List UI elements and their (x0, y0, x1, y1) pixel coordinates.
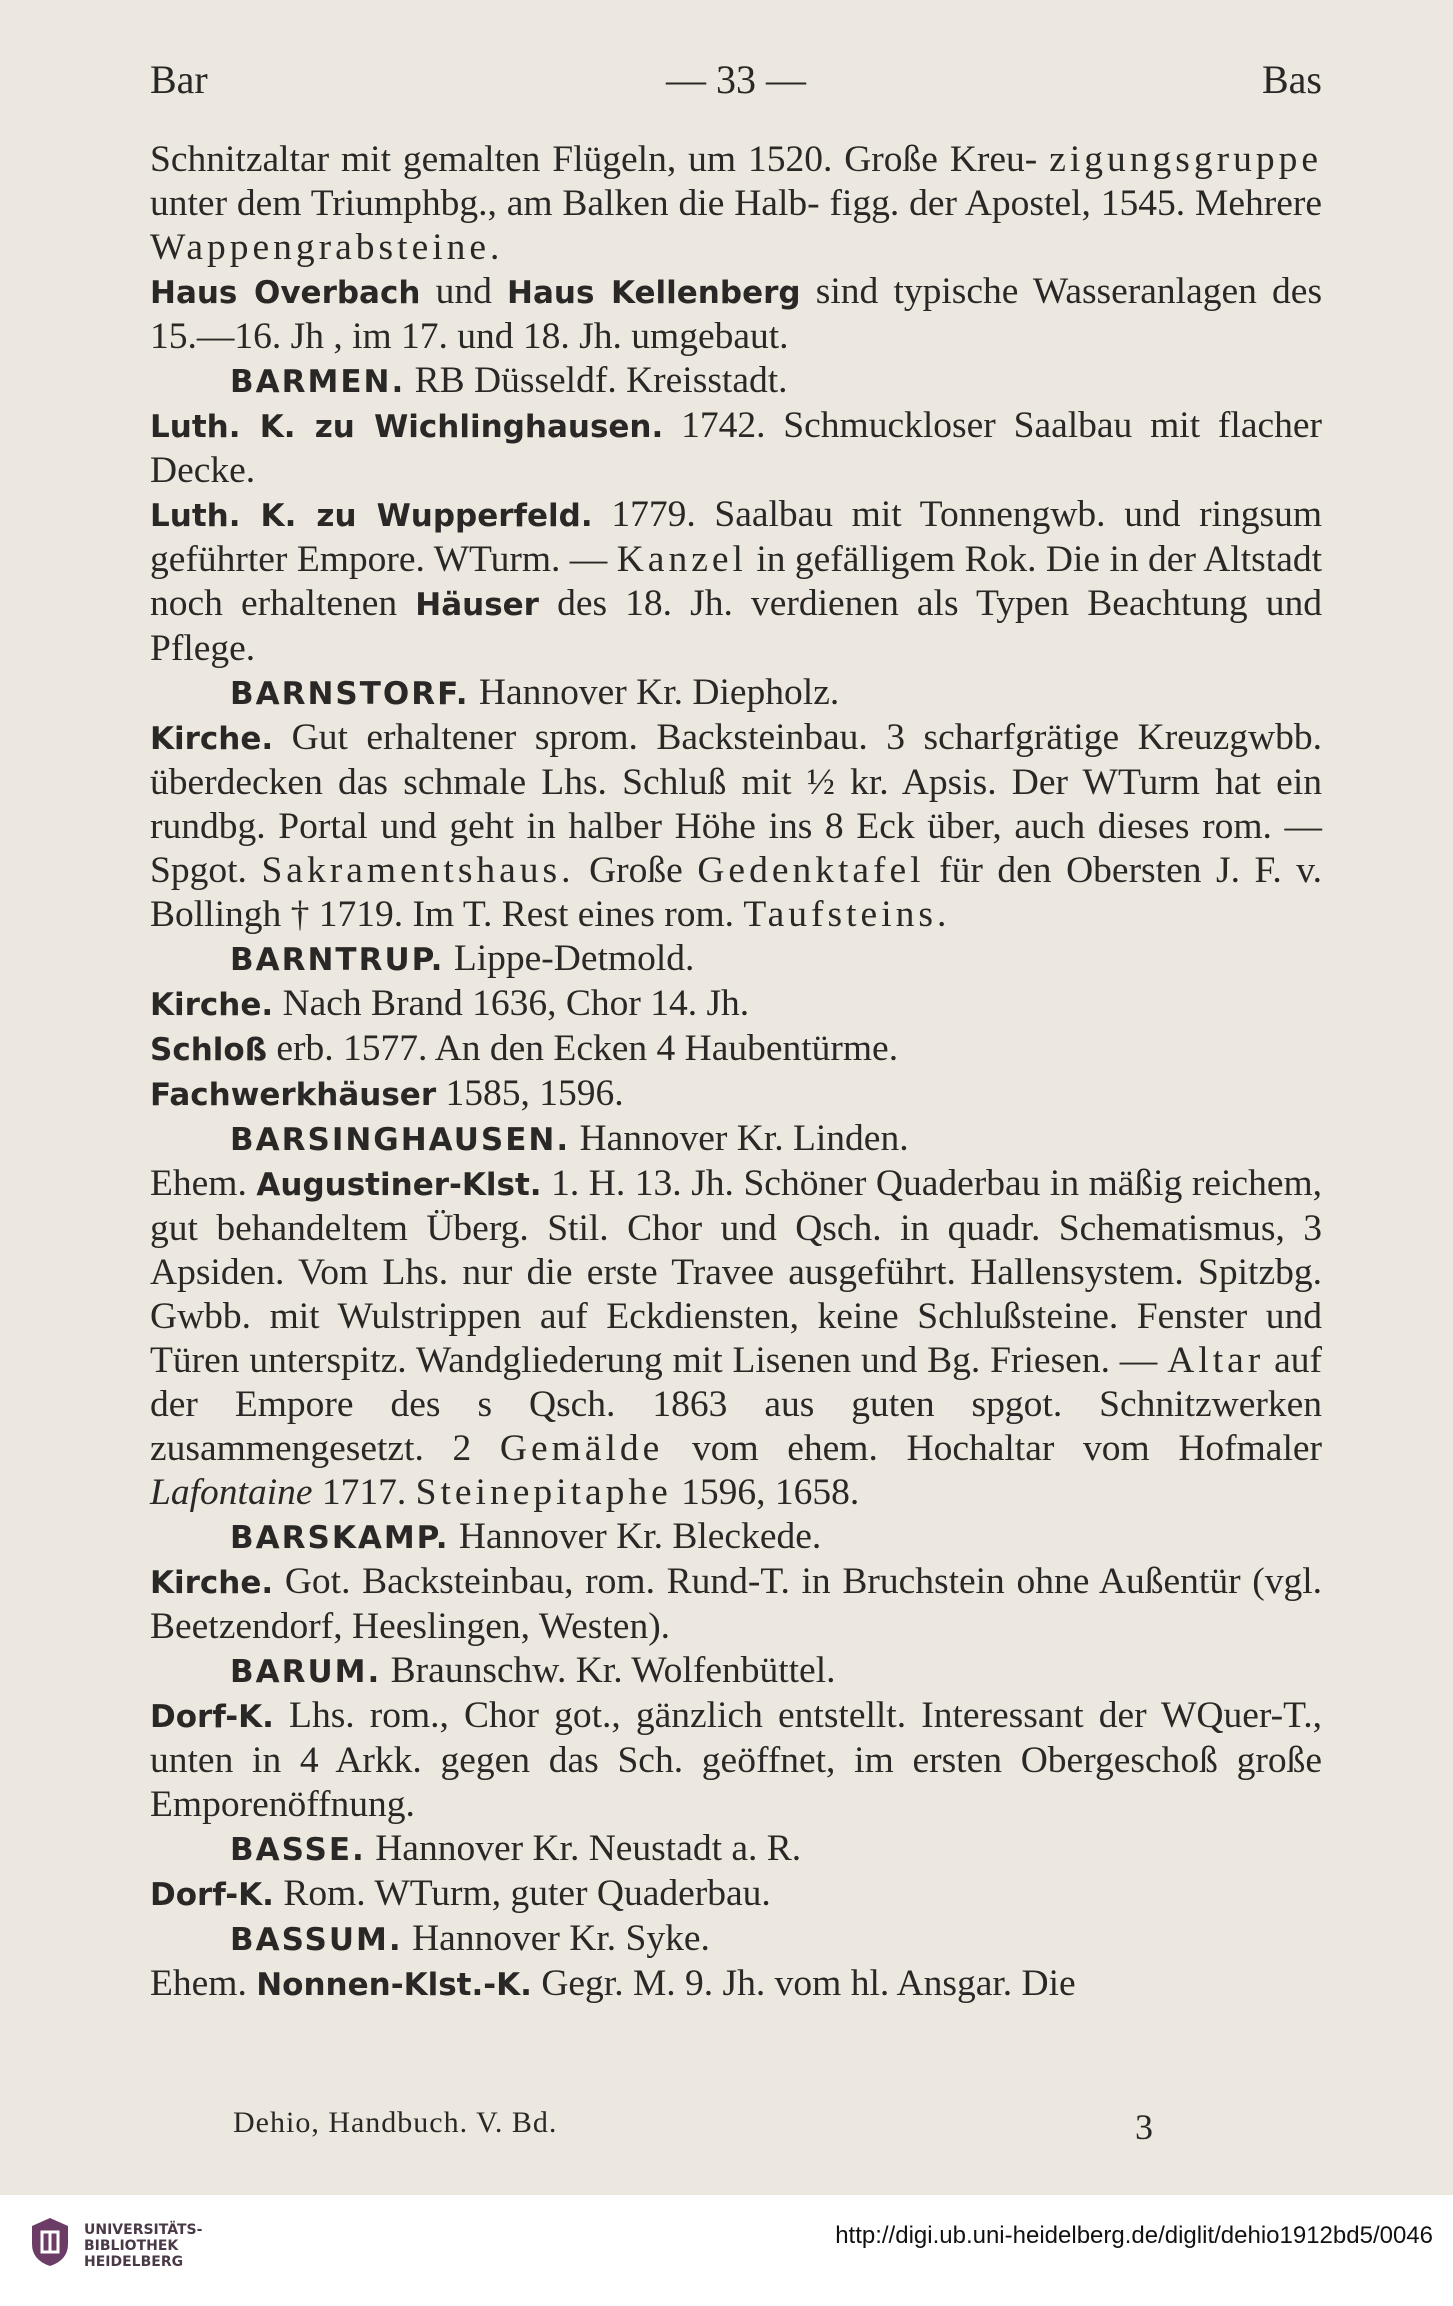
source-url-link[interactable]: http://digi.ub.uni-heidelberg.de/diglit/dehio1912bd5/0046 (835, 2222, 1433, 2249)
place-heading-barnstorf: BARNSTORF. Hannover Kr. Diepholz. (230, 672, 840, 713)
place-heading-barum: BARUM. Braunschw. Kr. Wolfenbüttel. (230, 1650, 836, 1691)
paragraph-continuation: Schnitzaltar mit gemalten Flügeln, um 1520. Große Kreu- zigungsgruppe unter dem Triumphbg., am Balken die Halb- figg. der Apostel, 1545. Mehrere Wappengrabsteine. (150, 139, 1323, 268)
place-heading-bassum: BASSUM. Hannover Kr. Syke. (230, 1918, 710, 1959)
entry-overbach: Haus Overbach und Haus Kellenberg sind typische Wasseranlagen des 15.—16. Jh , im 17. und 18. Jh. umgebaut. (150, 271, 1323, 357)
place-heading-basse: BASSE. Hannover Kr. Neustadt a. R. (230, 1828, 802, 1869)
header-right-keyword: Bas (1262, 57, 1322, 102)
library-name: UNIVERSITÄTS- BIBLIOTHEK HEIDELBERG (84, 2222, 203, 2270)
body-text (150, 138, 1322, 2007)
entry-wichlinghausen: Luth. K. zu Wichlinghausen. 1742. Schmuckloser Saalbau mit flacher Decke. (150, 405, 1323, 491)
place-heading-barskamp: BARSKAMP. Hannover Kr. Bleckede. (230, 1516, 822, 1557)
entry-barnstorf-kirche: Kirche. Gut erhaltener sprom. Backsteinbau. 3 scharfgrätige Kreuzgwbb. überdecken das schmale Lhs. Schluß mit ½ kr. Apsis. Der WTurm hat ein rundbg. Portal und geht in halber Höhe ins 8 Eck über, auch dieses rom. — Spgot. Sakramentshaus. Große Gedenktafel für den Obersten J. F. v. Bollingh † 1719. Im T. Rest eines rom. Taufsteins. (150, 717, 1322, 935)
entry-barntrup-schloss: Schloß erb. 1577. An den Ecken 4 Haubentürme. (150, 1028, 899, 1069)
running-header (150, 56, 1322, 112)
entry-bassum-kloster: Ehem. Nonnen-Klst.-K. Gegr. M. 9. Jh. vom hl. Ansgar. Die (150, 1963, 1076, 2004)
signature-mark: 3 (1135, 2107, 1153, 2147)
library-seal-icon (28, 2216, 72, 2268)
page-number: — 33 — (666, 57, 806, 102)
entry-barsinghausen-kloster: Ehem. Augustiner-Klst. 1. H. 13. Jh. Schöner Quaderbau in mäßig reichem, gut behandeltem Überg. Stil. Chor und Qsch. in quadr. Schematismus, 3 Apsiden. Vom Lhs. nur die erste Travee ausgeführt. Hallensystem. Spitzbg. Gwbb. mit Wulstrippen auf Eckdiensten, keine Schlußsteine. Fenster und Türen unterspitz. Wandgliederung mit Lisenen und Bg. Friesen. — Altar auf der Empore des s Qsch. 1863 aus guten spgot. Schnitzwerken zusammengesetzt. 2 Gemälde vom ehem. Hochaltar vom Hofmaler Lafontaine 1717. Steinepitaphe 1596, 1658. (150, 1163, 1323, 1513)
footer-title: Dehio, Handbuch. V. Bd. (233, 2106, 558, 2139)
page-footer (233, 2106, 1153, 2150)
library-logo[interactable] (28, 2210, 328, 2280)
entry-wupperfeld: Luth. K. zu Wupperfeld. 1779. Saalbau mit Tonnengwb. und ringsum geführter Empore. WTurm. — Kanzel in gefälligem Rok. Die in der Altstadt noch erhaltenen Häuser des 18. Jh. verdienen als Typen Beachtung und Pflege. (150, 494, 1323, 669)
entry-barntrup-fachwerk: Fachwerkhäuser 1585, 1596. (150, 1073, 624, 1114)
entry-basse-dorfk: Dorf-K. Rom. WTurm, guter Quaderbau. (150, 1873, 771, 1914)
place-heading-barntrup: BARNTRUP. Lippe-Detmold. (230, 938, 695, 979)
header-left-keyword: Bar (150, 57, 208, 102)
entry-barskamp-kirche: Kirche. Got. Backsteinbau, rom. Rund-T. in Bruchstein ohne Außentür (vgl. Beetzendorf, Heeslingen, Westen). (150, 1561, 1322, 1647)
place-heading-barmen: BARMEN. RB Düsseldf. Kreisstadt. (230, 360, 788, 401)
entry-barntrup-kirche: Kirche. Nach Brand 1636, Chor 14. Jh. (150, 983, 750, 1024)
entry-barum-dorfk: Dorf-K. Lhs. rom., Chor got., gänzlich entstellt. Interessant der WQuer-T., unten in 4 Arkk. gegen das Sch. geöffnet, im ersten Obergeschoß große Emporenöffnung. (150, 1695, 1323, 1825)
place-heading-barsinghausen: BARSINGHAUSEN. Hannover Kr. Linden. (230, 1118, 909, 1159)
